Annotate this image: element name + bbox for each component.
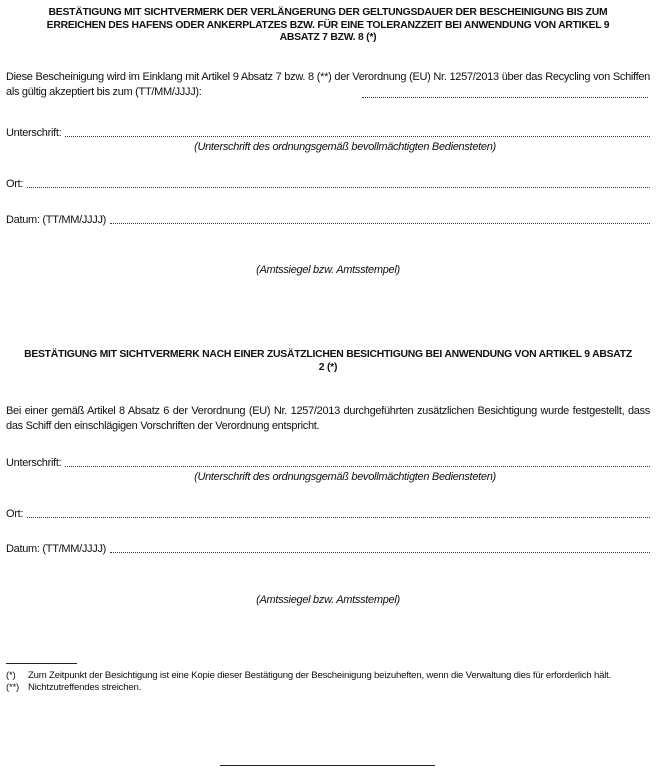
footnote-text: Nichtzutreffendes streichen. xyxy=(28,682,142,693)
signature-label: Unterschrift: xyxy=(6,457,62,469)
date-field[interactable] xyxy=(110,222,650,224)
seal-placeholder: (Amtssiegel bzw. Amtsstempel) xyxy=(256,594,400,606)
section2-signature-row xyxy=(6,457,650,470)
date-field[interactable] xyxy=(110,551,650,553)
footnote-text: Zum Zeitpunkt der Besichtigung ist eine Kopie dieser Bestätigung der Bescheinigung beizuheften, wenn die Verwaltung dies für erforderlich hält. xyxy=(28,670,612,681)
signature-caption: (Unterschrift des ordnungsgemäß bevollmächtigten Bediensteten) xyxy=(194,141,496,153)
section1-paragraph-text: Diese Bescheinigung wird im Einklang mit Artikel 9 Absatz 7 bzw. 8 (**) der Verordnung (EU) Nr. 1257/2013 über das Recycling von Schiffen als gültig akzeptiert bis zum (TT/MM/JJJJ): xyxy=(6,71,650,98)
section1-paragraph xyxy=(6,70,650,99)
expiry-date-field[interactable] xyxy=(362,96,648,98)
section1-signature-row xyxy=(6,127,650,140)
date-label: Datum: (TT/MM/JJJJ) xyxy=(6,543,107,555)
signature-caption: (Unterschrift des ordnungsgemäß bevollmächtigten Bediensteten) xyxy=(194,471,496,483)
footnote-marker: (*) xyxy=(6,670,16,681)
section1-date-row xyxy=(6,214,650,227)
place-label: Ort: xyxy=(6,178,24,190)
signature-field[interactable] xyxy=(65,465,650,467)
section2-place-row xyxy=(6,508,650,521)
footnote xyxy=(6,682,650,694)
footnote-marker: (**) xyxy=(6,682,20,693)
seal-placeholder: (Amtssiegel bzw. Amtsstempel) xyxy=(256,264,400,276)
section1-place-row xyxy=(6,178,650,191)
section1-heading: BESTÄTIGUNG MIT SICHTVERMERK DER VERLÄNGERUNG DER GELTUNGSDAUER DER BESCHEINIGUNG BIS ZUM ERREICHEN DES HAFENS ODER ANKERPLATZES BZW. FÜR EINE TOLERANZZEIT BEI ANWENDUNG VON ARTIKEL 9 ABSATZ 7 BZW. 8 (*) xyxy=(46,7,610,43)
place-label: Ort: xyxy=(6,508,24,520)
date-label: Datum: (TT/MM/JJJJ) xyxy=(6,214,107,226)
section2-date-row xyxy=(6,543,650,556)
place-field[interactable] xyxy=(27,186,650,188)
section2-heading: BESTÄTIGUNG MIT SICHTVERMERK NACH EINER ZUSÄTZLICHEN BESICHTIGUNG BEI ANWENDUNG VON ARTIKEL 9 ABSATZ 2 (*) xyxy=(24,349,632,373)
footnotes xyxy=(6,670,650,694)
place-field[interactable] xyxy=(27,516,650,518)
section2-paragraph: Bei einer gemäß Artikel 8 Absatz 6 der Verordnung (EU) Nr. 1257/2013 durchgeführten zusätzlichen Besichtigung wurde festgestellt, dass das Schiff den einschlägigen Vorschriften der Verordnung entspricht. xyxy=(6,405,650,432)
footnote xyxy=(6,670,650,682)
signature-label: Unterschrift: xyxy=(6,127,62,139)
end-divider xyxy=(220,765,435,766)
signature-field[interactable] xyxy=(65,135,650,137)
footnote-divider xyxy=(6,663,77,664)
